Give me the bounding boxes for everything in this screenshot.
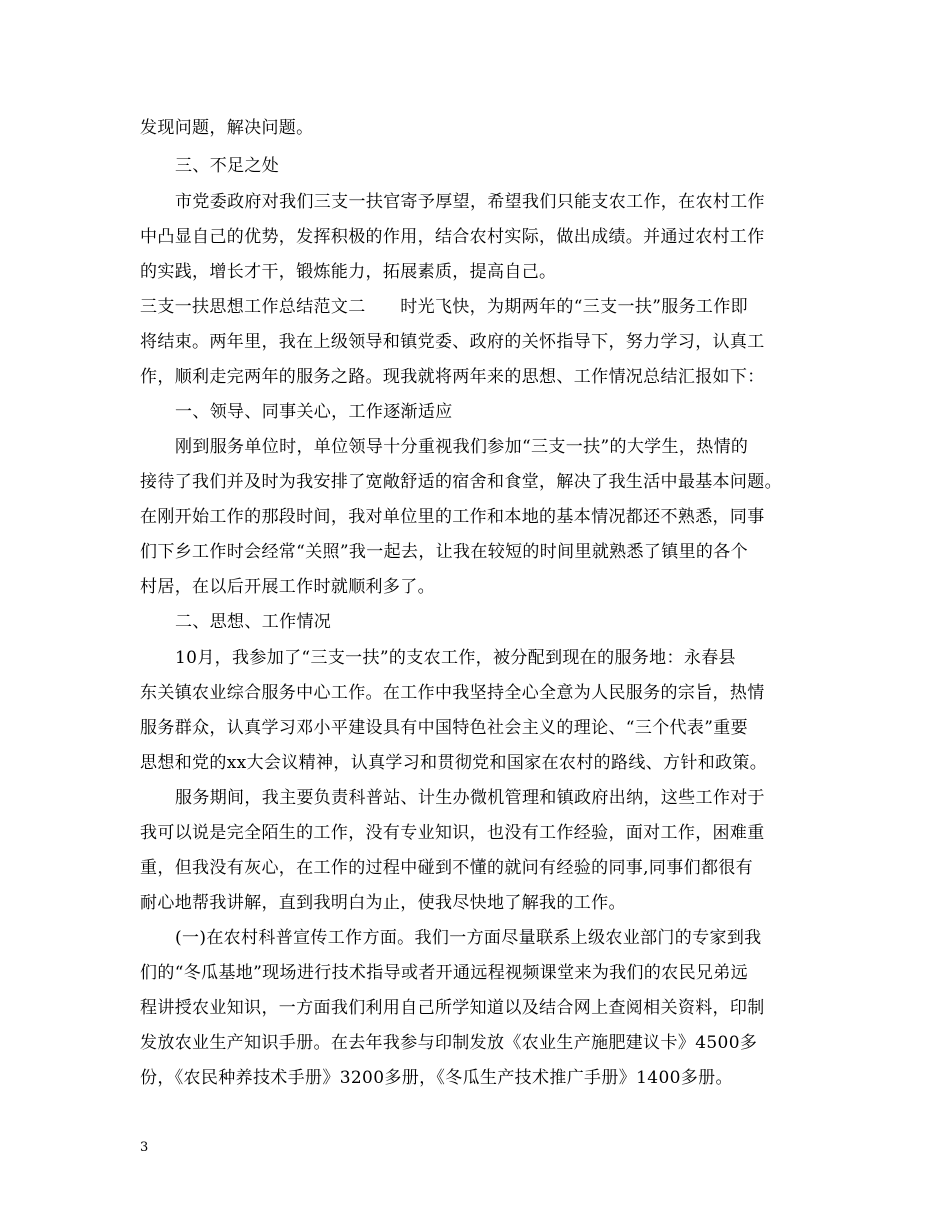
- text-line: 程讲授农业知识，一方面我们利用自己所学知道以及结合网上查阅相关资料，印制: [140, 998, 765, 1018]
- text-line: 刚到服务单位时，单位领导十分重视我们参加“三支一扶”的大学生，热情的: [175, 437, 749, 457]
- text-line: 东关镇农业综合服务中心工作。在工作中我坚持全心全意为人民服务的宗旨，热情: [140, 683, 765, 703]
- text-line: 思想和党的xx大会议精神，认真学习和贯彻党和国家在农村的路线、方针和政策。: [140, 753, 768, 773]
- text-line: 耐心地帮我讲解，直到我明白为止，使我尽快地了解我的工作。: [140, 893, 626, 913]
- text-line: 服务群众，认真学习邓小平建设具有中国特色社会主义的理论、“三个代表”重要: [140, 718, 748, 738]
- section-heading: 三、不足之处: [175, 156, 280, 176]
- text-line: 服务期间，我主要负责科普站、计生办微机管理和镇政府出纳，这些工作对于: [175, 788, 765, 808]
- page-number: 3: [140, 1140, 149, 1155]
- text-line: 接待了我们并及时为我安排了宽敞舒适的宿舍和食堂，解决了我生活中最基本问题。: [140, 472, 782, 492]
- text-line: 作，顺利走完两年的服务之路。现我就将两年来的思想、工作情况总结汇报如下：: [140, 367, 765, 387]
- text-line: 三支一扶思想工作总结范文二 时光飞快，为期两年的“三支一扶”服务工作即: [140, 297, 748, 317]
- text-line: 们的“冬瓜基地”现场进行技术指导或者开通远程视频课堂来为我们的农民兄弟远: [140, 963, 748, 983]
- text-line: (一)在农村科普宣传工作方面。我们一方面尽量联系上级农业部门的专家到我: [175, 928, 762, 948]
- text-line: 将结束。两年里，我在上级领导和镇党委、政府的关怀指导下，努力学习，认真工: [140, 332, 765, 352]
- text-line: 在刚开始工作的那段时间，我对单位里的工作和本地的基本情况都还不熟悉，同事: [140, 507, 765, 527]
- text-line: 的实践，增长才干，锻炼能力，拓展素质，提高自己。: [140, 262, 557, 282]
- text-line: 10月，我参加了“三支一扶”的支农工作，被分配到现在的服务地：永春县: [175, 648, 736, 668]
- text-line: 重，但我没有灰心，在工作的过程中碰到不懂的就问有经验的同事,同事们都很有: [140, 858, 754, 878]
- text-line: 发现问题，解决问题。: [140, 118, 314, 138]
- text-line: 份，《农民种养技术手册》3200多册，《冬瓜生产技术推广手册》1400多册。: [140, 1068, 733, 1088]
- text-line: 发放农业生产知识手册。在去年我参与印制发放《农业生产施肥建议卡》4500多: [140, 1033, 758, 1053]
- text-line: 们下乡工作时会经常“关照”我一起去，让我在较短的时间里就熟悉了镇里的各个: [140, 542, 748, 562]
- section-heading: 一、领导、同事关心，工作逐渐适应: [175, 402, 453, 422]
- text-line: 我可以说是完全陌生的工作，没有专业知识，也没有工作经验，面对工作，困难重: [140, 823, 765, 843]
- section-heading: 二、思想、工作情况: [175, 612, 332, 632]
- text-line: 中凸显自己的优势，发挥积极的作用，结合农村实际，做出成绩。并通过农村工作: [140, 227, 765, 247]
- text-line: 市党委政府对我们三支一扶官寄予厚望，希望我们只能支农工作，在农村工作: [175, 192, 765, 212]
- text-line: 村居，在以后开展工作时就顺利多了。: [140, 577, 435, 597]
